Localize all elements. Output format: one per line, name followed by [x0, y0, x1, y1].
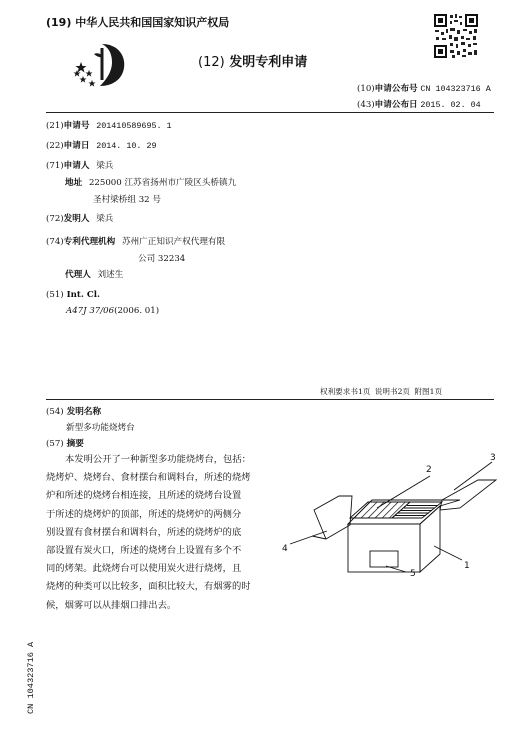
inventor-row: [46, 212, 113, 224]
filing-code: (22): [46, 141, 64, 151]
agency-code: (74): [46, 237, 64, 247]
figure-label-2: 2: [426, 465, 432, 475]
sipo-emblem-icon: [72, 40, 130, 90]
agency-label: 专利代理机构: [63, 237, 116, 247]
abstract-label: 摘要: [66, 439, 84, 449]
barbecue-grill-drawing: [282, 448, 502, 576]
applicant-row: [46, 159, 113, 171]
agency-line2: 公司 32234: [138, 254, 186, 264]
pub-no-label: 申请公布号: [374, 84, 418, 94]
title-label-row: [46, 405, 101, 417]
inventor-label: 发明人: [63, 214, 90, 224]
intcl-label: Int. Cl.: [66, 290, 100, 300]
abstract-line: 烧烤的种类可以比较多，面积比较大，有烟雾的时: [46, 581, 251, 593]
int-cl-row: [46, 290, 100, 300]
page-counts: 权利要求书1页 说明书2页 附图1页: [320, 387, 443, 396]
app-no-label: 申请号: [63, 121, 90, 131]
application-number-row: [46, 119, 172, 131]
figure-label-5: 5: [410, 569, 416, 576]
ingredient-tray: [314, 496, 352, 539]
invention-title: 新型多功能烧烤台: [66, 423, 135, 433]
document-type-heading: [198, 51, 307, 70]
office-code: (19): [46, 16, 72, 29]
applicant-label: 申请人: [63, 161, 90, 171]
agency-row: [46, 235, 225, 247]
address-label: 地址: [65, 178, 83, 188]
abstract-code: (57): [46, 439, 64, 449]
int-cl-class-row: [66, 306, 159, 316]
doc-type: 发明专利申请: [229, 55, 308, 70]
abstract-line: 别设置有食材摆台和调料台，所述的烧烤炉的底: [46, 526, 242, 538]
pub-date-label: 申请公布日: [374, 100, 418, 110]
pub-no: CN 104323716 A: [420, 84, 491, 94]
pub-no-code: (10): [357, 84, 375, 94]
header-divider: [46, 112, 494, 113]
filing-date-row: [46, 139, 157, 151]
abstract-line: 烧烤炉、烧烤台、食材摆台和调料台，所述的烧烤: [46, 472, 251, 484]
abstract-line: 部设置有炭火口，所述的烧烤台上设置有多个不: [46, 545, 242, 557]
inventor-code: (72): [46, 214, 64, 224]
office-name: 中华人民共和国国家知识产权局: [75, 16, 230, 29]
app-no-code: (21): [46, 121, 64, 131]
abstract-line: 候，烟雾可以从排烟口排出去。: [46, 599, 177, 611]
figure-label-1: 1: [464, 561, 470, 571]
grill-body: [348, 524, 420, 572]
app-no: 201410589695. 1: [96, 121, 172, 131]
publication-number-row: [357, 82, 491, 94]
applicant-code: (71): [46, 161, 64, 171]
filing-label: 申请日: [63, 141, 90, 151]
abstract-line: 本发明公开了一种新型多功能烧烤台，包括：: [65, 454, 251, 465]
intcl-class: A47J 37/06: [66, 306, 115, 316]
filing-date: 2014. 10. 29: [96, 141, 157, 151]
qr-code-icon: [433, 13, 479, 59]
inventor: 梁兵: [96, 214, 114, 224]
office-header: [46, 14, 229, 30]
figure-label-3: 3: [490, 453, 496, 463]
publication-date-row: [357, 98, 481, 110]
figure-label-4: 4: [282, 544, 288, 554]
agent: 刘述生: [97, 270, 124, 280]
agency-line1: 苏州广正知识产权代理有限: [121, 237, 226, 247]
title-code: (54): [46, 407, 64, 417]
seasoning-tray: [440, 480, 496, 510]
title-label: 发明名称: [66, 407, 102, 417]
intcl-code: (51): [46, 290, 64, 300]
side-publication-number: CN 104323716 A: [26, 641, 36, 714]
address-line2: 圣村梁桥组 32 号: [93, 195, 161, 205]
doc-type-code: (12): [198, 55, 225, 70]
abstract-line: 炉和所述的烧烤台相连接，且所述的烧烤台设置: [46, 490, 242, 502]
abstract-label-row: [46, 437, 84, 449]
intcl-version: (2006. 01): [114, 306, 160, 316]
body-divider: [46, 399, 494, 400]
abstract-line: 同的烤架。此烧烤台可以使用炭火进行烧烤，且: [46, 563, 242, 575]
address-row: [65, 176, 236, 188]
applicant: 梁兵: [96, 161, 114, 171]
abstract-line: 于所述的烧烤炉的顶部，所述的烧烤炉的两侧分: [46, 508, 242, 520]
abstract-text: [46, 451, 251, 615]
agent-row: [65, 268, 123, 280]
charcoal-opening: [370, 551, 398, 567]
pub-date: 2015. 02. 04: [420, 100, 481, 110]
agent-label: 代理人: [65, 270, 91, 280]
pub-date-code: (43): [357, 100, 375, 110]
address-line1: 225000 江苏省扬州市广陵区头桥镇九: [88, 178, 237, 188]
